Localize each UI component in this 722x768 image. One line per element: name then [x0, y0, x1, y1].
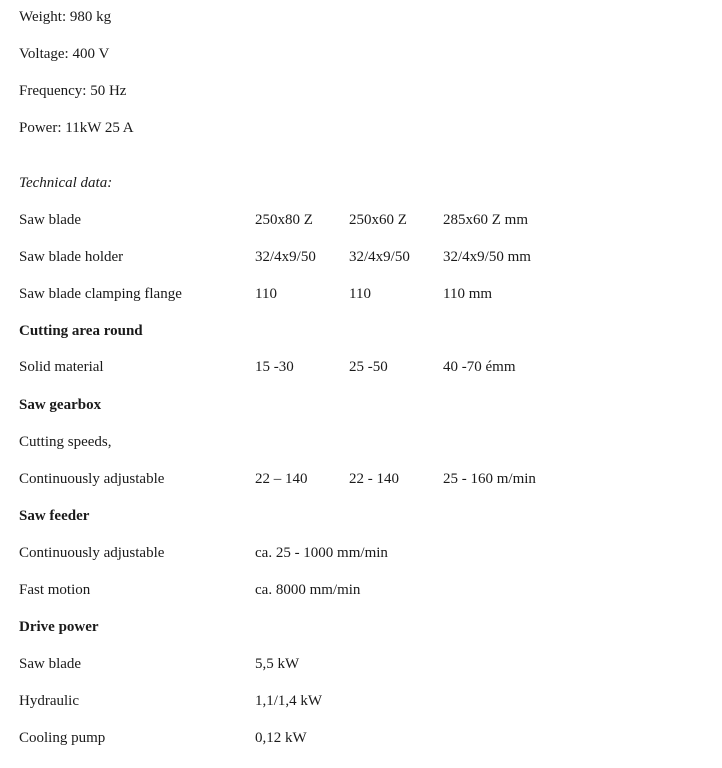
row-label: Saw blade clamping flange [19, 286, 182, 302]
clamping-flange-row [19, 285, 709, 303]
row-value-1: 32/4x9/50 [255, 249, 316, 265]
row-label: Saw blade [19, 212, 82, 228]
row-value-1: 0,12 kW [255, 730, 307, 746]
row-value-1: 250x80 Z [255, 212, 313, 228]
drive-power-heading: Drive power [19, 619, 99, 635]
saw-feeder-heading: Saw feeder [19, 508, 90, 524]
continuously-adjustable-speeds-row [19, 470, 709, 488]
row-label: Saw blade [19, 656, 82, 672]
row-value-1: 110 [255, 286, 277, 302]
row-label: Continuously adjustable [19, 471, 165, 487]
row-value-3: 110 mm [443, 286, 493, 302]
row-label: Saw blade holder [19, 249, 124, 265]
saw-blade-row [19, 211, 709, 229]
cooling-pump-row [19, 729, 709, 747]
solid-material-row [19, 358, 709, 376]
row-value-3: 285x60 Z mm [443, 212, 528, 228]
row-value-3: 40 -70 émm [443, 359, 516, 375]
saw-blade-holder-row [19, 248, 709, 266]
row-label: Continuously adjustable [19, 545, 165, 561]
cutting-speeds-label: Cutting speeds, [19, 434, 112, 450]
row-value-3: 32/4x9/50 mm [443, 249, 531, 265]
row-value-2: 250x60 Z [349, 212, 407, 228]
row-label: Fast motion [19, 582, 91, 598]
row-value-2: 22 - 140 [349, 471, 399, 487]
row-value-1: 22 – 140 [255, 471, 308, 487]
row-value-1: 1,1/1,4 kW [255, 693, 323, 709]
fast-motion-row [19, 581, 709, 599]
saw-gearbox-heading: Saw gearbox [19, 397, 102, 413]
technical-data-title: Technical data: [19, 175, 113, 191]
row-value-1: 5,5 kW [255, 656, 300, 672]
power-spec: Power: 11kW 25 A [19, 120, 134, 136]
row-value-1: ca. 8000 mm/min [255, 582, 361, 598]
row-value-1: ca. 25 - 1000 mm/min [255, 545, 388, 561]
row-value-2: 25 -50 [349, 359, 388, 375]
row-value-3: 25 - 160 m/min [443, 471, 536, 487]
row-value-2: 32/4x9/50 [349, 249, 410, 265]
row-label: Cooling pump [19, 730, 106, 746]
row-value-1: 15 -30 [255, 359, 294, 375]
voltage-spec: Voltage: 400 V [19, 46, 110, 62]
row-label: Solid material [19, 359, 104, 375]
frequency-spec: Frequency: 50 Hz [19, 83, 127, 99]
continuously-adjustable-feed-row [19, 544, 709, 562]
cutting-area-heading: Cutting area round [19, 323, 143, 339]
row-label: Hydraulic [19, 693, 79, 709]
weight-spec: Weight: 980 kg [19, 9, 112, 25]
row-value-2: 110 [349, 286, 371, 302]
hydraulic-row [19, 692, 709, 710]
drive-saw-blade-row [19, 655, 709, 673]
